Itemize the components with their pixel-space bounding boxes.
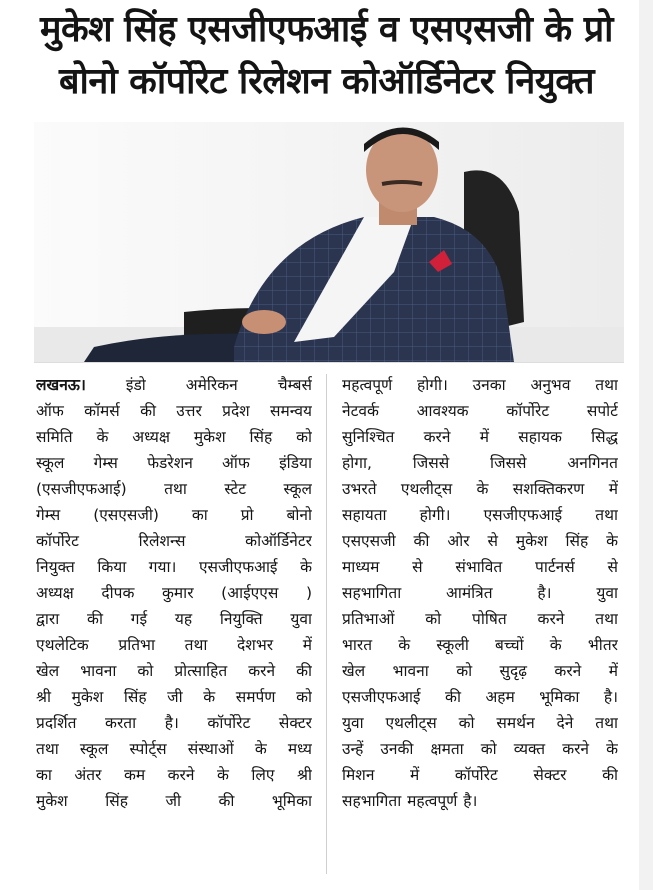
left-line-text: इंडो अमेरिकन चैम्बर्स <box>125 376 312 394</box>
right-line: प्रतिभाओं को पोषित करने तथा <box>342 610 618 628</box>
left-line: का अंतर कम करने के लिए श्री <box>36 766 312 784</box>
right-column <box>342 372 618 814</box>
headline-line-1: मुकेश सिंह एसजीएफआई व एसएसजी के प्रो <box>39 9 614 50</box>
left-line: एथलेटिक प्रतिभा तथा देशभर में <box>36 636 312 654</box>
article-photo <box>34 122 624 363</box>
left-column <box>36 372 312 814</box>
left-line: तथा स्कूल स्पोर्ट्स संस्थाओं के मध्य <box>36 740 312 758</box>
left-line: प्रदर्शित करता है। कॉर्पोरेट सेक्टर <box>36 714 312 732</box>
left-line: (एसजीएफआई) तथा स्टेट स्कूल <box>36 480 312 498</box>
left-line: समिति के अध्यक्ष मुकेश सिंह को <box>36 428 312 446</box>
headline-line-2: बोनो कॉर्पोरेट रिलेशन कोऑर्डिनेटर नियुक्त <box>58 61 595 102</box>
page-edge <box>639 0 653 890</box>
right-line: युवा एथलीट्स को समर्थन देने तथा <box>342 714 618 732</box>
left-line: खेल भावना को प्रोत्साहित करने की <box>36 662 312 680</box>
headline <box>20 4 633 108</box>
left-line: मुकेश सिंह जी की भूमिका <box>36 792 312 810</box>
left-line: कॉर्पोरेट रिलेशन्स कोऑर्डिनेटर <box>36 532 312 550</box>
right-line: सहायता होगी। एसजीएफआई तथा <box>342 506 618 524</box>
right-line: सुनिश्चित करने में सहायक सिद्ध <box>342 428 618 446</box>
portrait-photo-icon <box>34 122 624 362</box>
left-line: गेम्स (एसएसजी) का प्रो बोनो <box>36 506 312 524</box>
right-line: मिशन में कॉर्पोरेट सेक्टर की <box>342 766 618 784</box>
right-line: एसजीएफआई की अहम भूमिका है। <box>342 688 618 706</box>
right-line: माध्यम से संभावित पार्टनर्स से <box>342 558 618 576</box>
right-line: महत्वपूर्ण होगी। उनका अनुभव तथा <box>342 376 618 394</box>
right-line: खेल भावना को सुदृढ़ करने में <box>342 662 618 680</box>
right-line: सहभागिता आमंत्रित है। युवा <box>342 584 618 602</box>
left-line <box>36 372 312 398</box>
right-line: नेटवर्क आवश्यक कॉर्पोरेट सपोर्ट <box>342 402 618 420</box>
right-line: उभरते एथलीट्स के सशक्तिकरण में <box>342 480 618 498</box>
left-line: स्कूल गेम्स फेडरेशन ऑफ इंडिया <box>36 454 312 472</box>
left-line: श्री मुकेश सिंह जी के समर्पण को <box>36 688 312 706</box>
right-line: होगा, जिससे जिससे अनगिनत <box>342 454 618 472</box>
dateline: लखनऊ। <box>36 376 86 394</box>
right-line: उन्हें उनकी क्षमता को व्यक्त करने के <box>342 740 618 758</box>
right-line: सहभागिता महत्वपूर्ण है। <box>342 792 478 810</box>
left-line: ऑफ कॉमर्स की उत्तर प्रदेश समन्वय <box>36 402 312 420</box>
column-divider <box>326 374 327 874</box>
right-line: भारत के स्कूली बच्चों के भीतर <box>342 636 618 654</box>
left-line: अध्यक्ष दीपक कुमार (आईएएस ) <box>36 584 312 602</box>
left-line: द्वारा की गई यह नियुक्ति युवा <box>36 610 312 628</box>
right-line: एसएसजी की ओर से मुकेश सिंह के <box>342 532 618 550</box>
left-line: नियुक्त किया गया। एसजीएफआई के <box>36 558 312 576</box>
